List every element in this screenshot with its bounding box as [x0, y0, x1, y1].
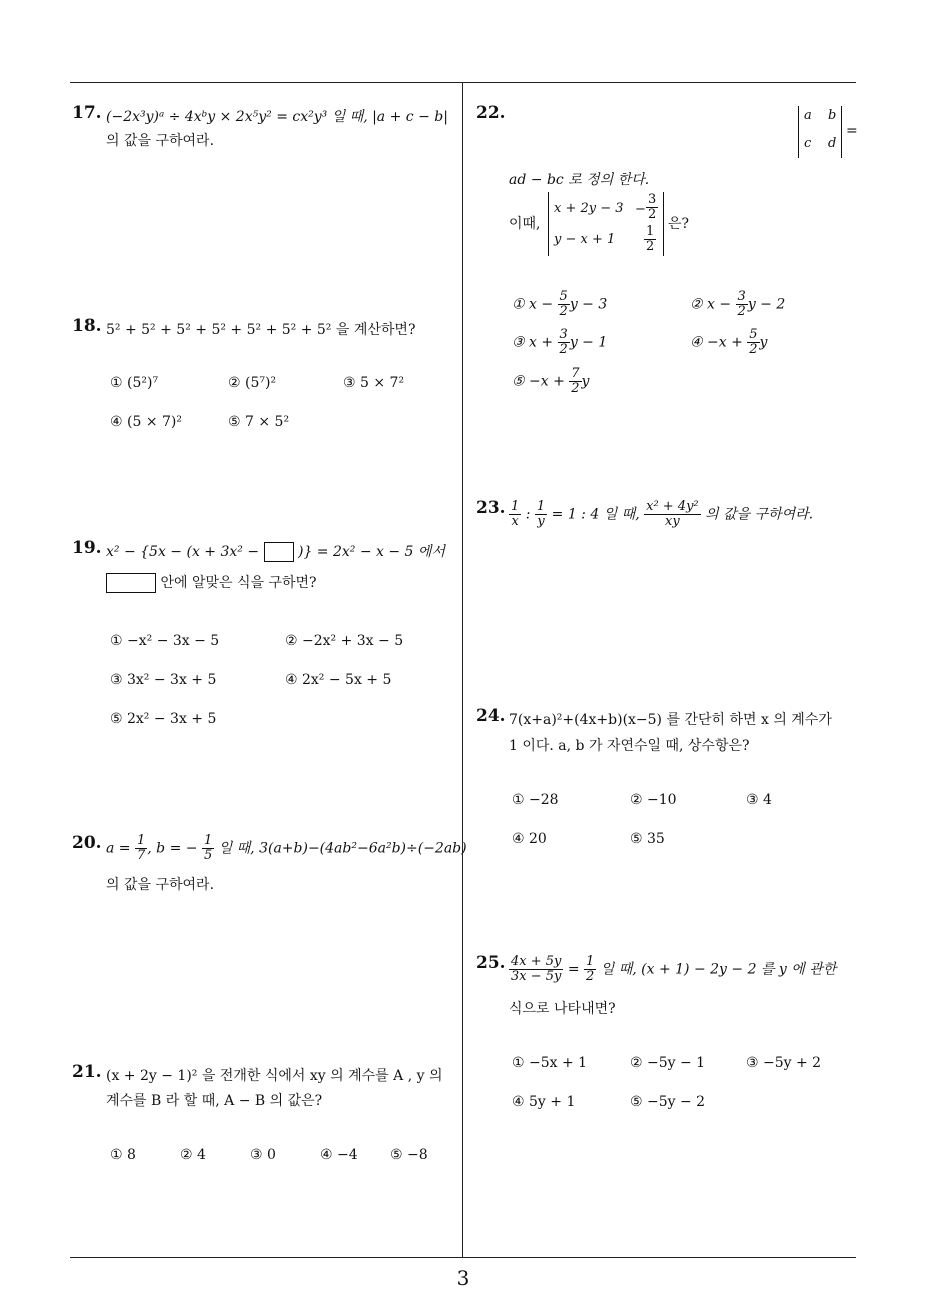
answer-option-2[interactable]: ② −2x² + 3x − 5 [285, 633, 404, 649]
denominator: 3x − 5y [511, 969, 562, 984]
fraction [558, 328, 570, 357]
answer-option-1[interactable]: ① −5x + 1 [512, 1055, 588, 1071]
question-text-line: 계수를 B 라 할 때, A − B 의 값은? [106, 1093, 323, 1109]
numerator: 7 [571, 366, 580, 381]
question-text-line [106, 572, 317, 593]
numerator: 5 [559, 289, 568, 304]
denominator: x [511, 514, 519, 529]
fraction [509, 500, 521, 529]
question-text-line: 의 값을 구하여라. [106, 877, 215, 893]
question-text-line [106, 541, 445, 562]
equation-part: )} = 2x² − x − 5 에서 [297, 544, 445, 560]
ratio-colon: : [525, 506, 531, 523]
answer-option-2[interactable]: ② −5y − 1 [630, 1055, 706, 1071]
numerator: 1 [536, 499, 546, 514]
fraction [644, 500, 701, 529]
answer-option-2[interactable] [690, 290, 785, 319]
answer-blank-box [106, 573, 156, 593]
answer-option-2[interactable]: ② 4 [180, 1147, 206, 1163]
question-text-line: 1 이다. a, b 가 자연수일 때, 상수항은? [509, 738, 750, 754]
question-text-line [509, 955, 836, 984]
answer-option-5[interactable]: ⑤ −5y − 2 [630, 1094, 706, 1110]
determinant-expression [548, 192, 664, 256]
equals-sign: = [567, 961, 580, 978]
determinant-symbol [798, 106, 842, 158]
answer-option-1[interactable] [512, 290, 607, 319]
option-part: ⑤ −x + [512, 373, 565, 390]
question-number: 20. [72, 833, 102, 853]
question-text: 안에 알맞은 식을 구하면? [160, 575, 317, 591]
numerator: 1 [136, 833, 146, 848]
fraction [644, 225, 656, 254]
matrix-entry: c [804, 136, 812, 151]
numerator: 1 [586, 954, 595, 969]
question-text-line: 식으로 나타내면? [509, 1001, 616, 1017]
question-number: 21. [72, 1062, 102, 1082]
equation-part: = 1 : 4 일 때, [551, 506, 640, 523]
answer-option-5[interactable]: ⑤ 35 [630, 831, 665, 847]
option-part: ③ x + [512, 334, 554, 351]
question-text-line: (x + 2y − 1)² 을 전개한 식에서 xy 의 계수를 A , y 의 [106, 1068, 443, 1084]
numerator: 3 [648, 192, 657, 207]
fraction [135, 834, 147, 863]
top-rule [70, 82, 856, 83]
answer-option-3[interactable] [512, 328, 607, 357]
question-text-line: 의 값을 구하여라. [106, 133, 215, 149]
numerator: 1 [646, 224, 655, 239]
option-part: ④ −x + [690, 334, 743, 351]
matrix-entry: x + 2y − 3 [554, 201, 624, 216]
question-number: 22. [476, 103, 506, 123]
equation-part: , b = − [147, 840, 198, 857]
minus-sign: − [635, 202, 646, 217]
option-part: ① x − [512, 296, 554, 313]
answer-option-5[interactable]: ⑤ 7 × 5² [228, 414, 290, 430]
question-text-line [106, 834, 467, 863]
matrix-entry: d [828, 136, 837, 151]
matrix-entry: a [804, 108, 812, 123]
numerator: 5 [749, 327, 758, 342]
question-number: 19. [72, 538, 102, 558]
question-text-line: 5² + 5² + 5² + 5² + 5² + 5² + 5² 을 계산하면? [106, 322, 416, 338]
answer-option-3[interactable]: ③ −5y + 2 [746, 1055, 822, 1071]
page-number: 3 [456, 1266, 470, 1290]
fraction [558, 290, 570, 319]
denominator: 5 [203, 848, 213, 863]
answer-option-3[interactable]: ③ 0 [250, 1147, 276, 1163]
answer-option-5[interactable] [512, 367, 589, 396]
numerator: 1 [511, 499, 520, 514]
option-part: y − 1 [569, 334, 608, 351]
answer-option-4[interactable]: ④ (5 × 7)² [110, 414, 182, 430]
equation-part: x² − {5x − (x + 3x² − [106, 544, 260, 560]
answer-option-2[interactable]: ② (5⁷)² [228, 375, 277, 391]
matrix-entry: y − x + 1 [554, 232, 616, 247]
fraction [569, 367, 581, 396]
answer-option-4[interactable] [690, 328, 767, 357]
numerator: 4x + 5y [511, 954, 562, 969]
bottom-rule [70, 1257, 856, 1258]
fraction [736, 290, 748, 319]
equation-part: 일 때, 3(a+b)−(4ab²−6a²b)÷(−2ab) [218, 840, 467, 857]
question-number: 17. [72, 103, 102, 123]
answer-option-2[interactable]: ② −10 [630, 792, 677, 808]
answer-blank-box [264, 542, 294, 562]
question-number: 25. [476, 953, 506, 973]
answer-option-3[interactable]: ③ 4 [746, 792, 772, 808]
question-number: 24. [476, 706, 506, 726]
answer-option-1[interactable]: ① −28 [512, 792, 559, 808]
answer-option-3[interactable]: ③ 5 × 7² [343, 375, 405, 391]
answer-option-1[interactable]: ① 8 [110, 1147, 136, 1163]
denominator: 2 [648, 207, 657, 222]
option-part: y [581, 373, 590, 390]
matrix-entry: b [828, 108, 837, 123]
numerator: x² + 4y² [646, 499, 699, 514]
denominator: y [537, 514, 545, 529]
fraction [535, 500, 547, 529]
question-text-line: (−2x³y)ᵃ ÷ 4xᵇy × 2x⁵y² = cx²y³ 일 때, |a + c − b| [106, 109, 448, 125]
answer-option-4[interactable]: ④ 2x² − 5x + 5 [285, 672, 392, 688]
option-part: y − 2 [747, 296, 786, 313]
denominator: 2 [737, 304, 746, 319]
answer-option-5[interactable]: ⑤ 2x² − 3x + 5 [110, 711, 217, 727]
answer-option-1[interactable]: ① (5²)⁷ [110, 375, 159, 391]
column-divider [462, 83, 463, 1258]
denominator: 2 [749, 342, 758, 357]
denominator: 7 [136, 848, 146, 863]
question-text-line [509, 500, 813, 529]
question-number: 18. [72, 316, 102, 336]
answer-option-3[interactable]: ③ 3x² − 3x + 5 [110, 672, 217, 688]
denominator: xy [665, 514, 680, 529]
equals-sign: = [846, 123, 858, 139]
answer-option-4[interactable]: ④ 20 [512, 831, 547, 847]
answer-option-1[interactable]: ① −x² − 3x − 5 [110, 633, 220, 649]
fraction [584, 955, 596, 984]
equation-part: 일 때, (x + 1) − 2y − 2 를 y 에 관한 [600, 961, 837, 978]
denominator: 2 [559, 304, 568, 319]
numerator: 3 [737, 289, 746, 304]
option-part: y − 3 [569, 296, 608, 313]
fraction [509, 955, 563, 984]
question-text-line: 이때, [509, 216, 541, 232]
denominator: 2 [571, 381, 580, 396]
numerator: 3 [559, 327, 568, 342]
fraction [202, 834, 214, 863]
numerator: 1 [203, 833, 213, 848]
denominator: 2 [559, 342, 568, 357]
denominator: 2 [646, 239, 655, 254]
fraction [747, 328, 759, 357]
equation-part: 의 값을 구하여라. [705, 506, 814, 523]
denominator: 2 [586, 969, 595, 984]
equation-part: a = [106, 840, 131, 857]
option-part: y [759, 334, 768, 351]
answer-option-4[interactable]: ④ 5y + 1 [512, 1094, 576, 1110]
answer-option-5[interactable]: ⑤ −8 [390, 1147, 428, 1163]
question-text-line: 7(x+a)²+(4x+b)(x−5) 를 간단히 하면 x 의 계수가 [509, 712, 832, 728]
question-number: 23. [476, 498, 506, 518]
question-text-line: ad − bc 로 정의 한다. [509, 172, 650, 188]
answer-option-4[interactable]: ④ −4 [320, 1147, 358, 1163]
option-part: ② x − [690, 296, 732, 313]
question-text-line: 은? [668, 216, 690, 232]
fraction [646, 193, 658, 222]
